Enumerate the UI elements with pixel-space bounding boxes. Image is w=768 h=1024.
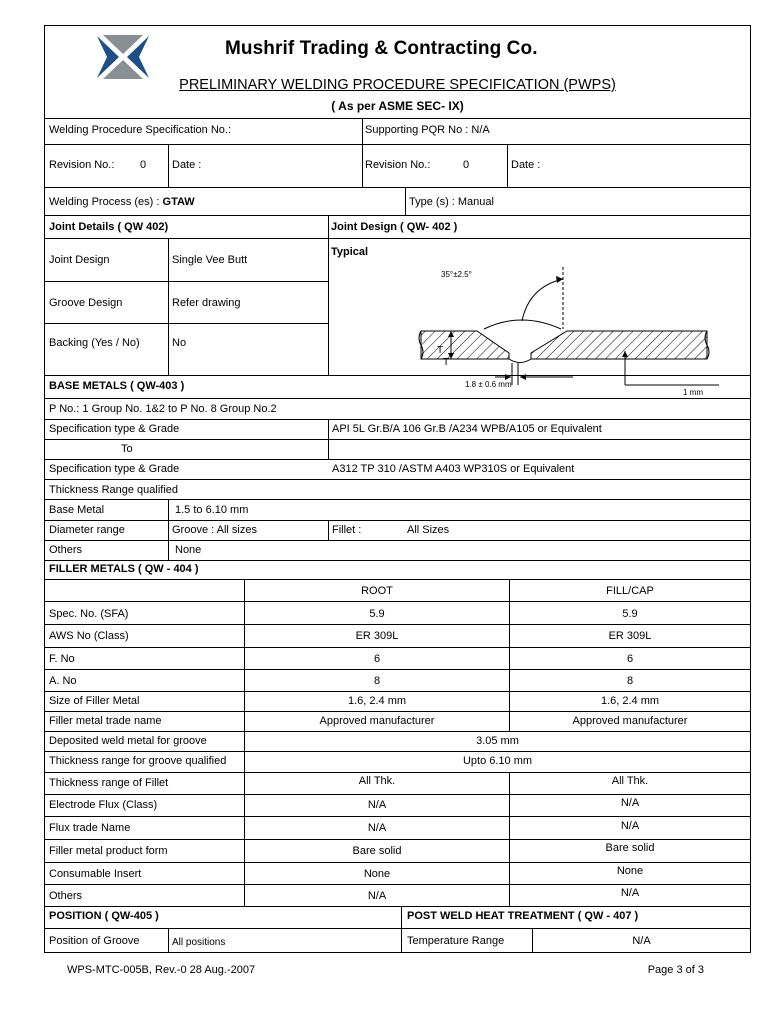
spec1-label: Specification type & Grade (49, 423, 180, 435)
document-title: PRELIMINARY WELDING PROCEDURE SPECIFICATION (PWPS) (179, 77, 616, 93)
filler-fill-value: Approved manufacturer (572, 715, 688, 727)
filler-root-value: None (363, 868, 391, 880)
filler-fill-value: N/A (620, 797, 640, 809)
diameter-label: Diameter range (49, 524, 125, 536)
filler-fill-value: 1.6, 2.4 mm (600, 695, 660, 707)
filler-fill-value: Bare solid (605, 842, 655, 854)
filler-row-label: Others (49, 890, 83, 902)
temperature-range-label: Temperature Range (407, 935, 505, 947)
filler-root-value: 6 (373, 653, 381, 665)
filler-root-value: 5.9 (369, 608, 385, 620)
fillet-value: All Sizes (407, 524, 450, 536)
joint-design-drawing (329, 239, 750, 397)
typical-label: Typical (331, 246, 369, 258)
filler-fill-value: ER 309L (608, 630, 652, 642)
fill-cap-column-header: FILL/CAP (606, 585, 654, 597)
revision2-label: Revision No.: (365, 159, 431, 171)
filler-row-label: Size of Filler Metal (49, 695, 140, 707)
thickness-label-1: T (437, 345, 444, 356)
filler-row-label: Filler metal product form (49, 845, 168, 857)
filler-fill-value: None (616, 865, 644, 877)
temperature-range-value: N/A (632, 935, 651, 947)
pwht-heading: POST WELD HEAT TREATMENT ( QW - 407 ) (407, 910, 639, 922)
type-label: Type (s) : Manual (409, 196, 494, 208)
filler-row-label: Consumable Insert (49, 868, 142, 880)
joint-design-value: Single Vee Butt (172, 254, 248, 266)
spec2-value: A312 TP 310 /ASTM A403 WP310S or Equivalent (332, 463, 575, 475)
thickness-label-2: T (443, 357, 450, 368)
thickness-range-label: Thickness Range qualified (49, 484, 179, 496)
filler-row-label: Thickness range of Fillet (49, 777, 169, 789)
filler-fill-value: All Thk. (611, 775, 649, 787)
groove-qualified-value: Upto 6.10 mm (462, 755, 533, 767)
backing-value: No (172, 337, 187, 349)
revision2-value: 0 (463, 159, 470, 171)
position-heading: POSITION ( QW-405 ) (49, 910, 159, 922)
document-subtitle: ( As per ASME SEC- IX) (331, 99, 464, 113)
filler-root-value: 8 (373, 675, 381, 687)
deposited-weld-label: Deposited weld metal for groove (49, 735, 207, 747)
filler-fill-value: 5.9 (622, 608, 638, 620)
process-label: Welding Process (es) : GTAW (49, 196, 195, 208)
document-header (45, 26, 750, 118)
groove-sizes-value: Groove : All sizes (172, 524, 257, 536)
filler-row-label: Filler metal trade name (49, 715, 162, 727)
joint-details-heading: Joint Details ( QW 402) (49, 221, 169, 233)
filler-root-value: 1.6, 2.4 mm (347, 695, 407, 707)
date-label: Date : (172, 159, 202, 171)
filler-root-value: Approved manufacturer (319, 715, 435, 727)
groove-design-value: Refer drawing (172, 297, 241, 309)
company-name: Mushrif Trading & Contracting Co. (225, 38, 538, 59)
filler-row-label: AWS No (Class) (49, 630, 129, 642)
date2-label: Date : (511, 159, 541, 171)
deposited-weld-value: 3.05 mm (476, 735, 519, 747)
land-label: 1 mm (683, 388, 703, 397)
others-label: Others (49, 544, 83, 556)
angle-label: 35°±2.5° (441, 270, 472, 279)
spec2-label: Specification type & Grade (49, 463, 180, 475)
groove-qualified-label: Thickness range for groove qualified (49, 755, 227, 767)
filler-row-label: Spec. No. (SFA) (49, 608, 129, 620)
joint-design-label: Joint Design (49, 254, 110, 266)
base-metal-label: Base Metal (49, 504, 105, 516)
backing-label: Backing (Yes / No) (49, 337, 140, 349)
filler-fill-value: 6 (626, 653, 634, 665)
pqr-label: Supporting PQR No : N/A (365, 124, 490, 136)
revision-value: 0 (140, 159, 147, 171)
process-value: GTAW (162, 196, 195, 208)
revision-label: Revision No.: (49, 159, 115, 171)
filler-fill-value: N/A (620, 820, 640, 832)
company-logo-icon (95, 34, 151, 80)
filler-fill-value: N/A (620, 887, 640, 899)
position-groove-label: Position of Groove (49, 935, 140, 947)
groove-design-label: Groove Design (49, 297, 123, 309)
footer-doc-ref: WPS-MTC-005B, Rev.-0 28 Aug.-2007 (67, 964, 256, 976)
fillet-label: Fillet : (332, 524, 362, 536)
root-column-header: ROOT (361, 585, 393, 597)
base-metals-heading: BASE METALS ( QW-403 ) (49, 380, 185, 392)
filler-root-value: N/A (367, 799, 387, 811)
to-label: To (121, 443, 133, 455)
pno-group: P No.: 1 Group No. 1&2 to P No. 8 Group No.2 (49, 403, 277, 415)
filler-fill-value: 8 (626, 675, 634, 687)
filler-row-label: A. No (49, 675, 77, 687)
filler-root-value: ER 309L (355, 630, 399, 642)
wps-document (44, 25, 751, 953)
wps-no-label: Welding Procedure Specification No.: (49, 124, 232, 136)
filler-metals-heading: FILLER METALS ( QW - 404 ) (49, 563, 199, 575)
others-value: None (175, 544, 202, 556)
filler-root-value: N/A (367, 822, 387, 834)
joint-design-heading: Joint Design ( QW- 402 ) (331, 221, 458, 233)
filler-root-value: All Thk. (358, 775, 396, 787)
position-groove-value: All positions (172, 937, 226, 948)
filler-row-label: F. No (49, 653, 75, 665)
filler-row-label: Electrode Flux (Class) (49, 799, 158, 811)
filler-row-label: Flux trade Name (49, 822, 131, 834)
footer-page-number: Page 3 of 3 (647, 964, 704, 976)
gap-label: 1.8 ± 0.6 mm (465, 380, 512, 389)
filler-root-value: Bare solid (352, 845, 402, 857)
spec1-value: API 5L Gr.B/A 106 Gr.B /A234 WPB/A105 or Equivalent (332, 423, 602, 435)
filler-root-value: N/A (367, 890, 387, 902)
base-metal-value: 1.5 to 6.10 mm (175, 504, 249, 516)
